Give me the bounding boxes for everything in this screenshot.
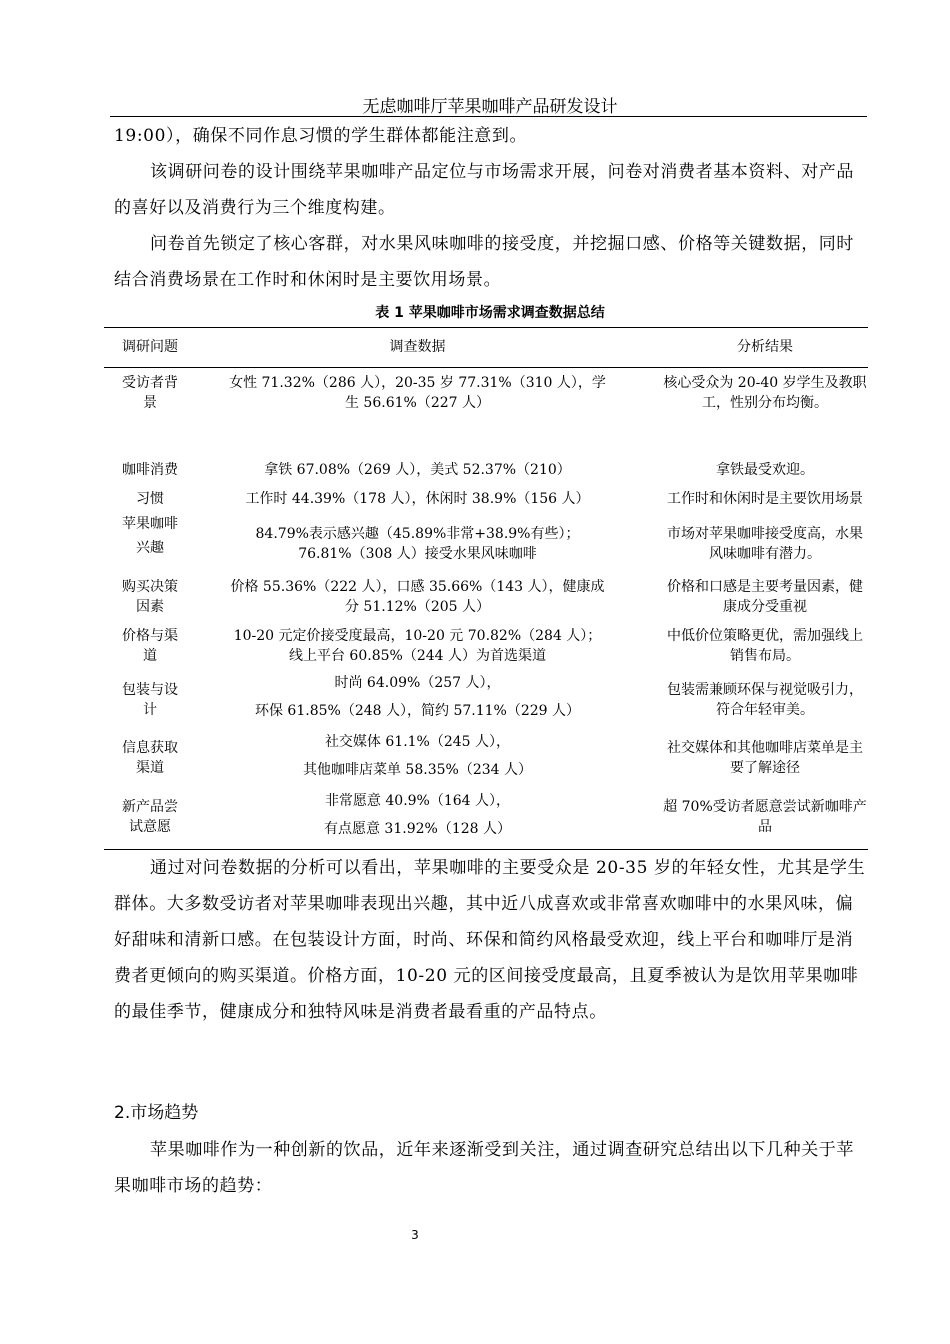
section-text (114, 1132, 870, 1204)
running-header: 无虑咖啡厅苹果咖啡产品研发设计 (362, 97, 618, 117)
section-paragraph: 苹果咖啡作为一种创新的饮品，近年来逐渐受到关注，通过调查研究总结出以下几种关于苹果咖啡市场的趋势： (114, 1140, 854, 1196)
header-rule (110, 116, 867, 117)
intro-paragraph-2: 该调研问卷的设计围绕苹果咖啡产品定位与市场需求开展，问卷对消费者基本资料、对产品的喜好以及消费行为三个维度构建。 (114, 162, 854, 218)
table-top-rule (104, 327, 868, 328)
table-cell-result: 拿铁最受欢迎。 (716, 462, 814, 478)
table-cell-data: 拿铁 67.08%（269 人），美式 52.37%（210） (264, 462, 571, 478)
table-cell-result: 市场对苹果咖啡接受度高，水果 风味咖啡有潜力。 (667, 526, 863, 562)
table-cell-question: 习惯 (136, 491, 164, 507)
table-cell-data: 10-20 元定价接受度最高，10-20 元 70.82%（284 人）； 线上平台 60.85%（244 人）为首选渠道 (233, 628, 602, 664)
table-cell-question: 咖啡消费 (122, 462, 178, 478)
table-cell-question: 苹果咖啡 兴趣 (122, 516, 178, 556)
table-header-result: 分析结果 (737, 339, 793, 355)
table-cell-result: 超 70%受访者愿意尝试新咖啡产 品 (663, 799, 867, 835)
table-header-rule (104, 367, 868, 368)
analysis-text (114, 850, 870, 1030)
table-cell-data: 工作时 44.39%（178 人），休闲时 38.9%（156 人） (245, 491, 590, 507)
intro-text (114, 118, 870, 298)
table-cell-question: 价格与渠 道 (122, 628, 178, 664)
table-cell-data: 女性 71.32%（286 人），20-35 岁 77.31%（310 人），学 生 56.61%（227 人） (229, 375, 606, 411)
table-cell-data: 价格 55.36%（222 人），口感 35.66%（143 人），健康成 分 51.12%（205 人） (230, 579, 605, 615)
table-cell-data: 84.79%表示感兴趣（45.89%非常+38.9%有些）； 76.81%（308 人）接受水果风味咖啡 (255, 526, 580, 562)
intro-paragraph-1: 19:00），确保不同作息习惯的学生群体都能注意到。 (114, 126, 528, 146)
section-heading: 2.市场趋势 (114, 1103, 199, 1123)
table-cell-question: 新产品尝 试意愿 (122, 799, 178, 835)
table-header-data: 调查数据 (389, 339, 446, 355)
table-header-question: 调研问题 (122, 339, 178, 355)
table-cell-result: 中低价位策略更优，需加强线上 销售布局。 (667, 628, 863, 664)
page-number: 3 (411, 1228, 419, 1242)
table-cell-data: 非常愿意 40.9%（164 人）， 有点愿意 31.92%（128 人） (323, 793, 511, 837)
table-cell-result: 价格和口感是主要考量因素，健 康成分受重视 (667, 579, 863, 615)
table-caption: 表 1 苹果咖啡市场需求调查数据总结 (375, 305, 605, 321)
intro-paragraph-3: 问卷首先锁定了核心客群，对水果风味咖啡的接受度，并挖掘口感、价格等关键数据，同时结合消费场景在工作时和休闲时是主要饮用场景。 (114, 234, 854, 290)
table-cell-result: 社交媒体和其他咖啡店菜单是主 要了解途径 (667, 740, 863, 776)
table-cell-question: 信息获取 渠道 (122, 740, 178, 776)
analysis-paragraph: 通过对问卷数据的分析可以看出，苹果咖啡的主要受众是 20-35 岁的年轻女性，尤其是学生群体。大多数受访者对苹果咖啡表现出兴趣，其中近八成喜欢或非常喜欢咖啡中的水果风味，偏好甜味和清新口感。在包装设计方面，时尚、环保和简约风格最受欢迎，线上平台和咖啡厅是消费者更倾向的购买渠道。价格方面，10-20 元的区间接受度最高，且夏季被认为是饮用苹果咖啡的最佳季节，健康成分和独特风味是消费者最看重的产品特点。 (114, 858, 866, 1022)
table-cell-result: 包装需兼顾环保与视觉吸引力， 符合年轻审美。 (667, 682, 863, 718)
table-cell-question: 受访者背 景 (122, 375, 178, 411)
table-cell-question: 购买决策 因素 (122, 579, 178, 615)
table-cell-data: 社交媒体 61.1%（245 人）， 其他咖啡店菜单 58.35%（234 人） (302, 734, 532, 778)
table-cell-result: 工作时和休闲时是主要饮用场景 (667, 491, 863, 507)
table-cell-question: 包装与设 计 (122, 682, 178, 718)
table-cell-data: 时尚 64.09%（257 人）， 环保 61.85%（248 人），简约 57.11%（229 人） (254, 675, 580, 719)
table-cell-result: 核心受众为 20-40 岁学生及教职 工，性别分布均衡。 (663, 375, 867, 411)
